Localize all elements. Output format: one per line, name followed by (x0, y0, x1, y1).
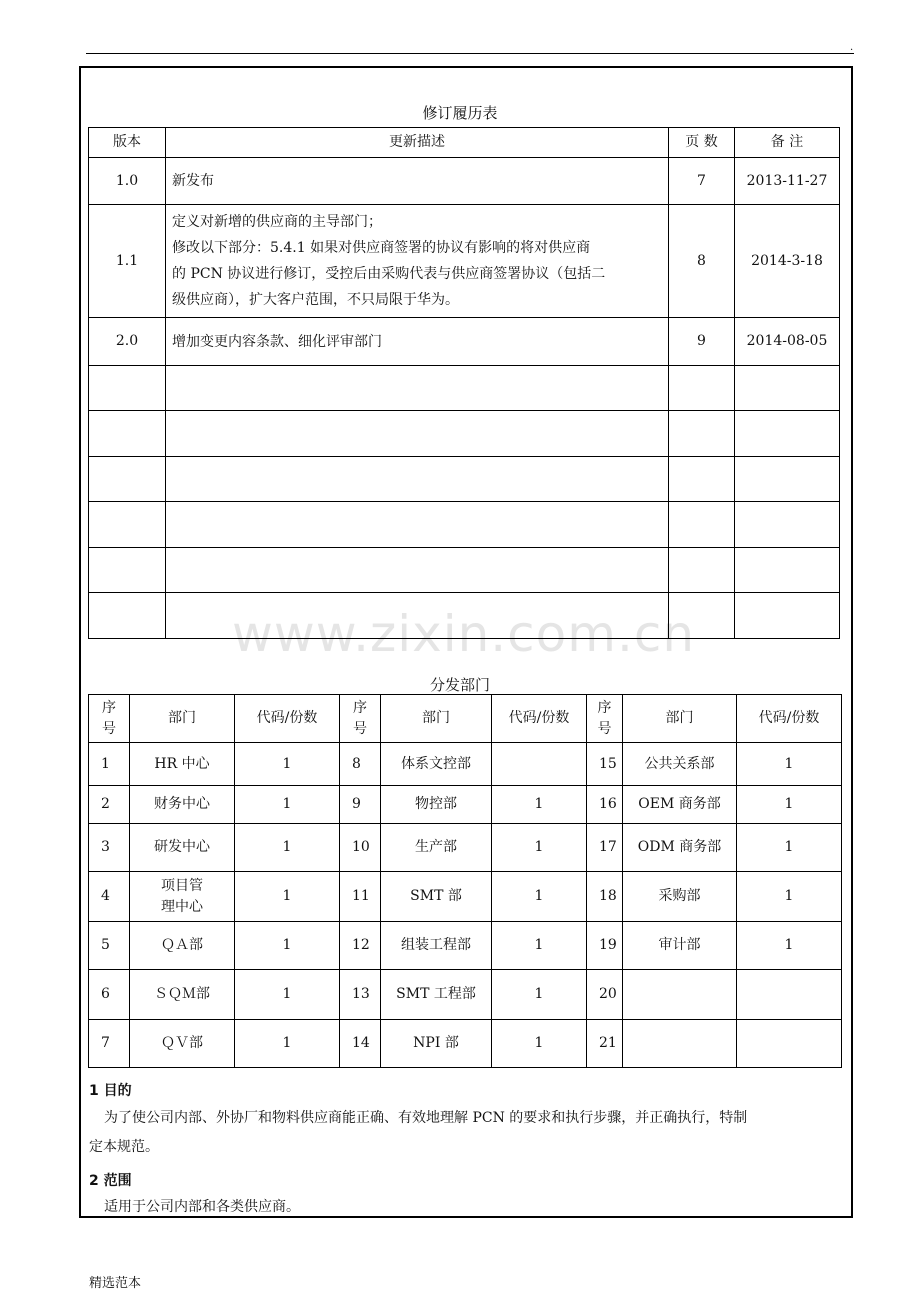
note-cell (735, 548, 840, 593)
description-line: 定义对新增的供应商的主导部门； (172, 214, 382, 230)
seq-cell: 6 (89, 970, 130, 1020)
seq-cell: 11 (340, 872, 381, 922)
seq-cell: 4 (89, 872, 130, 922)
seq-cell: 19 (587, 922, 623, 970)
copies-cell (492, 743, 587, 786)
pages-cell (669, 457, 735, 502)
seq-cell: 9 (340, 786, 381, 824)
copies-cell: 1 (737, 824, 842, 872)
department-cell: ODM 商务部 (623, 824, 737, 872)
description-cell (166, 502, 669, 548)
section-text-scope (104, 1193, 839, 1222)
seq-cell: 12 (340, 922, 381, 970)
distribution-header-cell (89, 695, 130, 743)
description-line: 级供应商），扩大客户范围，不只局限于华为。 (172, 292, 459, 308)
copies-cell: 1 (492, 824, 587, 872)
pages-cell: 7 (669, 158, 735, 205)
pages-cell (669, 411, 735, 457)
department-cell: ＱＡ部 (130, 922, 235, 970)
copies-cell: 1 (737, 786, 842, 824)
cell-line: 号 (102, 720, 116, 737)
watermark: www.zixin.com.cn (232, 605, 696, 663)
text-line: 定本规范。 (89, 1139, 159, 1155)
revision-table-title: 修订履历表 (422, 104, 498, 122)
distribution-row (89, 872, 842, 922)
copies-cell: 1 (235, 970, 340, 1020)
distribution-header-cell (340, 695, 381, 743)
distribution-table (88, 694, 842, 1068)
cell-line: 序 (353, 699, 367, 716)
seq-cell: 14 (340, 1020, 381, 1068)
seq-cell: 2 (89, 786, 130, 824)
department-cell: 生产部 (381, 824, 492, 872)
revision-row (89, 548, 840, 593)
distribution-header-cell (587, 695, 623, 743)
revision-table (88, 127, 840, 639)
version-cell: 1.0 (89, 158, 166, 205)
footer-text: 精选范本 (89, 1276, 142, 1291)
copies-cell: 1 (492, 970, 587, 1020)
copies-cell (737, 970, 842, 1020)
seq-cell: 5 (89, 922, 130, 970)
version-cell (89, 411, 166, 457)
seq-cell: 1 (89, 743, 130, 786)
seq-cell: 13 (340, 970, 381, 1020)
department-cell: 研发中心 (130, 824, 235, 872)
department-cell: SMT 部 (381, 872, 492, 922)
revision-row (89, 502, 840, 548)
department-cell: HR 中心 (130, 743, 235, 786)
copies-cell: 1 (737, 872, 842, 922)
header-rule (86, 53, 854, 54)
copies-cell: 1 (492, 872, 587, 922)
seq-cell: 7 (89, 1020, 130, 1068)
revision-row (89, 318, 840, 366)
distribution-row (89, 786, 842, 824)
pages-cell (669, 502, 735, 548)
department-cell: SMT 工程部 (381, 970, 492, 1020)
version-cell (89, 457, 166, 502)
seq-cell: 8 (340, 743, 381, 786)
department-cell: NPI 部 (381, 1020, 492, 1068)
note-cell: 2014-08-05 (735, 318, 840, 366)
cell-line: 号 (353, 720, 367, 737)
revision-header-cell: 版本 (89, 128, 166, 158)
cell-line: 序 (597, 699, 612, 716)
text-line: 为了使公司内部、外协厂和物料供应商能正确、有效地理解 PCN 的要求和执行步骤，并正确执行，特制 (104, 1110, 748, 1126)
description-cell (166, 411, 669, 457)
note-cell (735, 411, 840, 457)
distribution-header-cell: 部门 (381, 695, 492, 743)
version-cell: 2.0 (89, 318, 166, 366)
pages-cell (669, 593, 735, 639)
note-cell (735, 457, 840, 502)
department-cell: 物控部 (381, 786, 492, 824)
version-cell: 1.1 (89, 205, 166, 318)
section-heading-purpose: 1 目的 (89, 1083, 132, 1099)
revision-row (89, 411, 840, 457)
department-cell (623, 970, 737, 1020)
seq-cell: 18 (587, 872, 623, 922)
cell-line: 项目管 (161, 877, 203, 894)
department-cell: ＳＱＭ部 (130, 970, 235, 1020)
pages-cell (669, 366, 735, 411)
department-cell: 组装工程部 (381, 922, 492, 970)
description-cell (166, 158, 669, 205)
description-line: 修改以下部分：5.4.1 如果对供应商签署的协议有影响的将对供应商 (172, 240, 591, 256)
corner-mark: . (850, 42, 854, 53)
copies-cell: 1 (235, 824, 340, 872)
seq-cell: 16 (587, 786, 623, 824)
copies-cell: 1 (235, 743, 340, 786)
version-cell (89, 502, 166, 548)
description-cell (166, 318, 669, 366)
distribution-header-cell: 代码/份数 (737, 695, 842, 743)
pages-cell (669, 548, 735, 593)
copies-cell: 1 (492, 922, 587, 970)
revision-header-cell: 更新描述 (166, 128, 669, 158)
department-cell: OEM 商务部 (623, 786, 737, 824)
note-cell (735, 366, 840, 411)
copies-cell (737, 1020, 842, 1068)
revision-row (89, 366, 840, 411)
revision-header-cell: 页 数 (669, 128, 735, 158)
copies-cell: 1 (235, 786, 340, 824)
cell-line: 序 (102, 699, 116, 716)
revision-row (89, 205, 840, 318)
seq-cell: 17 (587, 824, 623, 872)
version-cell (89, 548, 166, 593)
distribution-row (89, 970, 842, 1020)
pages-cell: 9 (669, 318, 735, 366)
revision-row (89, 593, 840, 639)
distribution-row (89, 922, 842, 970)
copies-cell: 1 (492, 786, 587, 824)
seq-cell: 21 (587, 1020, 623, 1068)
department-cell: 公共关系部 (623, 743, 737, 786)
copies-cell: 1 (235, 872, 340, 922)
department-cell: 采购部 (623, 872, 737, 922)
copies-cell: 1 (737, 743, 842, 786)
copies-cell: 1 (737, 922, 842, 970)
description-cell (166, 366, 669, 411)
note-cell: 2013-11-27 (735, 158, 840, 205)
seq-cell: 3 (89, 824, 130, 872)
revision-row (89, 158, 840, 205)
description-cell (166, 457, 669, 502)
department-cell (623, 1020, 737, 1068)
distribution-header-cell: 部门 (130, 695, 235, 743)
description-line: 增加变更内容条款、细化评审部门 (172, 333, 382, 350)
text-line: 适用于公司内部和各类供应商。 (104, 1199, 300, 1215)
distribution-header-cell: 代码/份数 (492, 695, 587, 743)
copies-cell: 1 (492, 1020, 587, 1068)
distribution-row (89, 824, 842, 872)
revision-header-cell: 备 注 (735, 128, 840, 158)
cell-line: 号 (597, 720, 612, 737)
description-line: 新发布 (172, 173, 214, 189)
description-line: 的 PCN 协议进行修订，受控后由采购代表与供应商签署协议（包括二 (172, 266, 606, 282)
distribution-table-title: 分发部门 (429, 676, 490, 694)
section-heading-scope: 2 范围 (89, 1173, 132, 1189)
version-cell (89, 366, 166, 411)
seq-cell: 10 (340, 824, 381, 872)
version-cell (89, 593, 166, 639)
section-text-purpose (89, 1104, 839, 1162)
department-cell: 审计部 (623, 922, 737, 970)
revision-row (89, 457, 840, 502)
note-cell (735, 502, 840, 548)
department-cell: 体系文控部 (381, 743, 492, 786)
pages-cell: 8 (669, 205, 735, 318)
department-cell: ＱＶ部 (130, 1020, 235, 1068)
department-cell (130, 872, 235, 922)
cell-line: 理中心 (161, 898, 203, 915)
distribution-row (89, 743, 842, 786)
copies-cell: 1 (235, 1020, 340, 1068)
copies-cell: 1 (235, 922, 340, 970)
distribution-row (89, 1020, 842, 1068)
seq-cell: 15 (587, 743, 623, 786)
note-cell: 2014-3-18 (735, 205, 840, 318)
note-cell (735, 593, 840, 639)
distribution-header-cell: 部门 (623, 695, 737, 743)
description-cell (166, 548, 669, 593)
distribution-header-cell: 代码/份数 (235, 695, 340, 743)
seq-cell: 20 (587, 970, 623, 1020)
description-cell (166, 593, 669, 639)
department-cell: 财务中心 (130, 786, 235, 824)
description-cell (166, 205, 669, 318)
